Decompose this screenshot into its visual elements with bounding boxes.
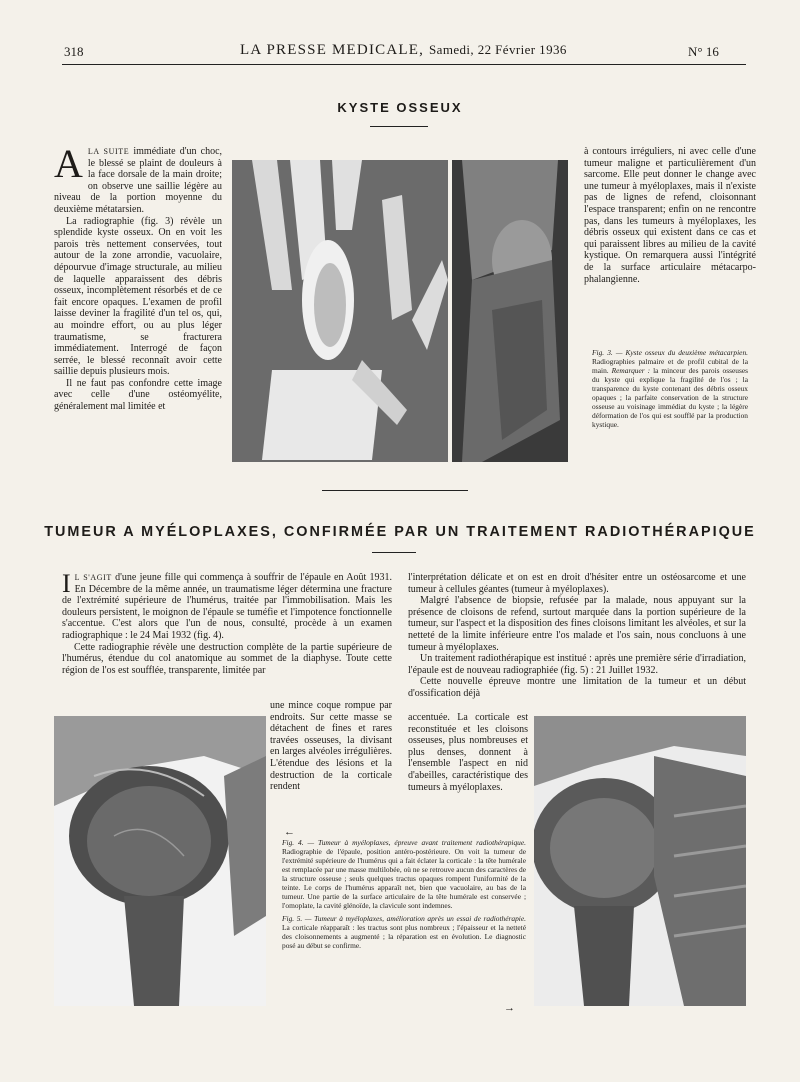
- kyste-dropcap: A: [54, 146, 83, 186]
- header-rule: [62, 64, 746, 65]
- tumeur-column-middle: une mince coque rompue par endroits. Sur cette masse se détachent de fines et rares travées osseuses, la divisant en larges alvéoles irrégulières. L'étendue des lésions et la destruction de la corticale rendent: [270, 700, 392, 793]
- shoulder-xray-before-image: [54, 716, 266, 1006]
- fig5-caption-label: Fig. 5. — Tumeur à myéloplaxes, amélioration après un essai de radiothérapie.: [282, 914, 526, 923]
- fig3-caption-body: Radiographies palmaire et de profil cubital de la main.: [592, 357, 748, 375]
- tumeur-dropcap: I: [62, 572, 71, 598]
- tumeur-column-left: [62, 572, 392, 712]
- tumeur-right-paragraph-1: l'interprétation délicate et on est en droit d'hésiter entre un ostéosarcome et une tumeur à cellules géantes (tumeur à myéloplaxes).: [408, 572, 746, 595]
- hand-xray-palmar-image: [232, 160, 448, 462]
- tumeur-right-paragraph-4: Cette nouvelle épreuve montre une limitation de la tumeur et un début d'ossification déjà: [408, 676, 746, 699]
- tumeur-column-right: [408, 572, 746, 712]
- tumeur-lead: L S'AGIT: [74, 573, 112, 582]
- tumeur-top-rule: [322, 490, 468, 491]
- fig5-shoulder-radiograph: [534, 716, 746, 1006]
- fig3-profile-radiograph: [452, 160, 568, 462]
- tumeur-right-paragraph-2: Malgré l'absence de biopsie, refusée par la malade, nous appuyant sur la présence de cloisons de refend, surtout marquée dans la portion supérieure de la tumeur, sur l'aspect et la disposition des fines cloisons limitant les alvéoles, et sur la netteté de la limite inférieure entre l'os malade et l'os sain, nous concluons à une tumeur à myéloplaxes.: [408, 595, 746, 653]
- shoulder-xray-after-image: [534, 716, 746, 1006]
- fig3-caption-label: Fig. 3. — Kyste osseux du deuxième métacarpien.: [592, 348, 748, 357]
- fig3-caption-remark-label: Remarquer :: [611, 366, 651, 375]
- issue-date: Samedi, 22 Février 1936: [429, 42, 567, 57]
- kyste-column-left: [54, 146, 222, 476]
- arrow-left-icon: ←: [284, 826, 295, 838]
- fig4-shoulder-radiograph: [54, 716, 266, 1006]
- journal-title: [240, 42, 567, 59]
- fig3-caption: [592, 348, 748, 478]
- fig3-palmar-radiograph: [232, 160, 448, 462]
- kyste-paragraph-3: Il ne faut pas confondre cette image avec celle d'une ostéomyélite, généralement mal limitée et: [54, 377, 222, 413]
- journal-name: LA PRESSE MEDICALE,: [240, 42, 425, 58]
- fig4-caption: [282, 838, 526, 910]
- page-number: 318: [64, 44, 84, 59]
- tumeur-right-paragraph-3: Un traitement radiothérapique est institué : après une première série d'irradiation, l'épaule est de nouveau radiographiée (fig. 5) : 21 Juillet 1932.: [408, 653, 746, 676]
- fig4-fig5-captions: [282, 838, 526, 1018]
- arrow-right-icon: →: [504, 1002, 515, 1014]
- kyste-title-rule: [370, 126, 428, 127]
- kyste-lead: LA SUITE: [87, 147, 130, 156]
- kyste-column-right: à contours irréguliers, ni avec celle d'une tumeur maligne et particulièrement d'un sarcome. Elle peut donner le change avec une tumeur à myéloplaxes, mais il n'existe pas de lignes de refend, cloisonnant l'espace transparent; enfin on ne rencontre pas, dans les tumeurs à myéloplaxes, les débris osseux qui existent dans ce cas et qui paraissent libres au milieu de la cavité kystique. On remarquera aussi l'intégrité de la surface articulaire métacarpo-phalangienne.: [584, 146, 756, 285]
- hand-xray-profile-image: [452, 160, 568, 462]
- tumeur-paragraph-2: Cette radiographie révèle une destruction complète de la partie supérieure de l'humérus, étendue du col anatomique au sommet de la diaphyse. Toute cette région de l'os est soufflée, transparente, limitée par: [62, 641, 392, 676]
- tumeur-bottom-rule: [372, 552, 416, 553]
- issue-number: N° 16: [688, 44, 719, 59]
- fig4-caption-body: Radiographie de l'épaule, position antéro-postérieure. On voit la tumeur de l'extrémité supérieure de l'humérus qui a fait éclater la corticale : la tête humérale est remplacée par une masse multilobée, où ne se retrouve aucun des caractères de la structure osseuse ; seuls quelques tractus opaques rompent l'uniformité de la teinte. Le corps de l'humérus apparaît net, bien que vacuolaire, au bas de la tumeur. Une partie de la surface articulaire de la tête humérale est conservée ; l'omoplate, la cavité glénoïde, la clavicule sont indemnes.: [282, 847, 526, 910]
- fig3-caption-remark: la minceur des parois osseuses du kyste qui explique la fragilité de l'os ; la transparence du kyste contenant des débris osseux opaques ; la parfaite conservation de la structure osseuse au voisinage immédiat du kyste ; la légère déformation de l'os qui est soufflé par la production kystique.: [592, 366, 748, 429]
- tumeur-column-right-continued: accentuée. La corticale est reconstituée et les cloisons osseuses, plus nombreuses et plus denses, donnent à l'ensemble l'aspect en nid d'abeilles, caractéristique des tumeurs à myéloplaxes.: [408, 712, 528, 793]
- fig5-caption: [282, 914, 526, 950]
- fig4-caption-label: Fig. 4. — Tumeur à myéloplaxes, épreuve avant traitement radiothérapique.: [282, 838, 526, 847]
- tumeur-paragraph-1: d'une jeune fille qui commença à souffrir de l'épaule en Août 1931. En Décembre de la même année, un traumatisme léger détermina une fracture de l'extrémité supérieure de l'humérus, traitée par l'immobilisation. Mais les douleurs persistent, le moignon de l'épaule se tuméfie et l'impotence fonctionnelle s'accentue. C'est alors que l'un de nous, consulté, procède à un examen radiographique : le 24 Mai 1932 (fig. 4).: [62, 572, 392, 641]
- kyste-title: KYSTE OSSEUX: [337, 100, 463, 115]
- fig5-caption-body: La corticale réapparaît : les tractus sont plus nombreux ; l'épaisseur et la netteté des cloisonnements a augmenté ; la réparation est en évolution. Le diagnostic posé au début se confirme.: [282, 923, 526, 950]
- tumeur-title: TUMEUR A MYÉLOPLAXES, CONFIRMÉE PAR UN TRAITEMENT RADIOTHÉRAPIQUE: [44, 524, 756, 540]
- kyste-paragraph-2: La radiographie (fig. 3) révèle un splendide kyste osseux. On en voit les parois très nettement conservées, tout autour de la zone arrondie, vacuolaire, dépourvue d'image structurale, au milieu de laquelle apparaissent des débris osseux, incomplètement résorbés et de ce fait encore opaques. L'examen de profil laisse deviner la fragilité d'un tel os, qui, au moindre effort, ou au plus léger traumatisme, se fracturera immédiatement. Interrogé de façon serrée, le blessé reconnaît avoir cette saillie depuis plusieurs mois.: [54, 215, 222, 378]
- kyste-paragraph-1: immédiate d'un choc, le blessé se plaint de douleurs à la face dorsale de la main droite; on observe une saillie légère au niveau de la portion moyenne du deuxième métatarsien.: [54, 146, 222, 215]
